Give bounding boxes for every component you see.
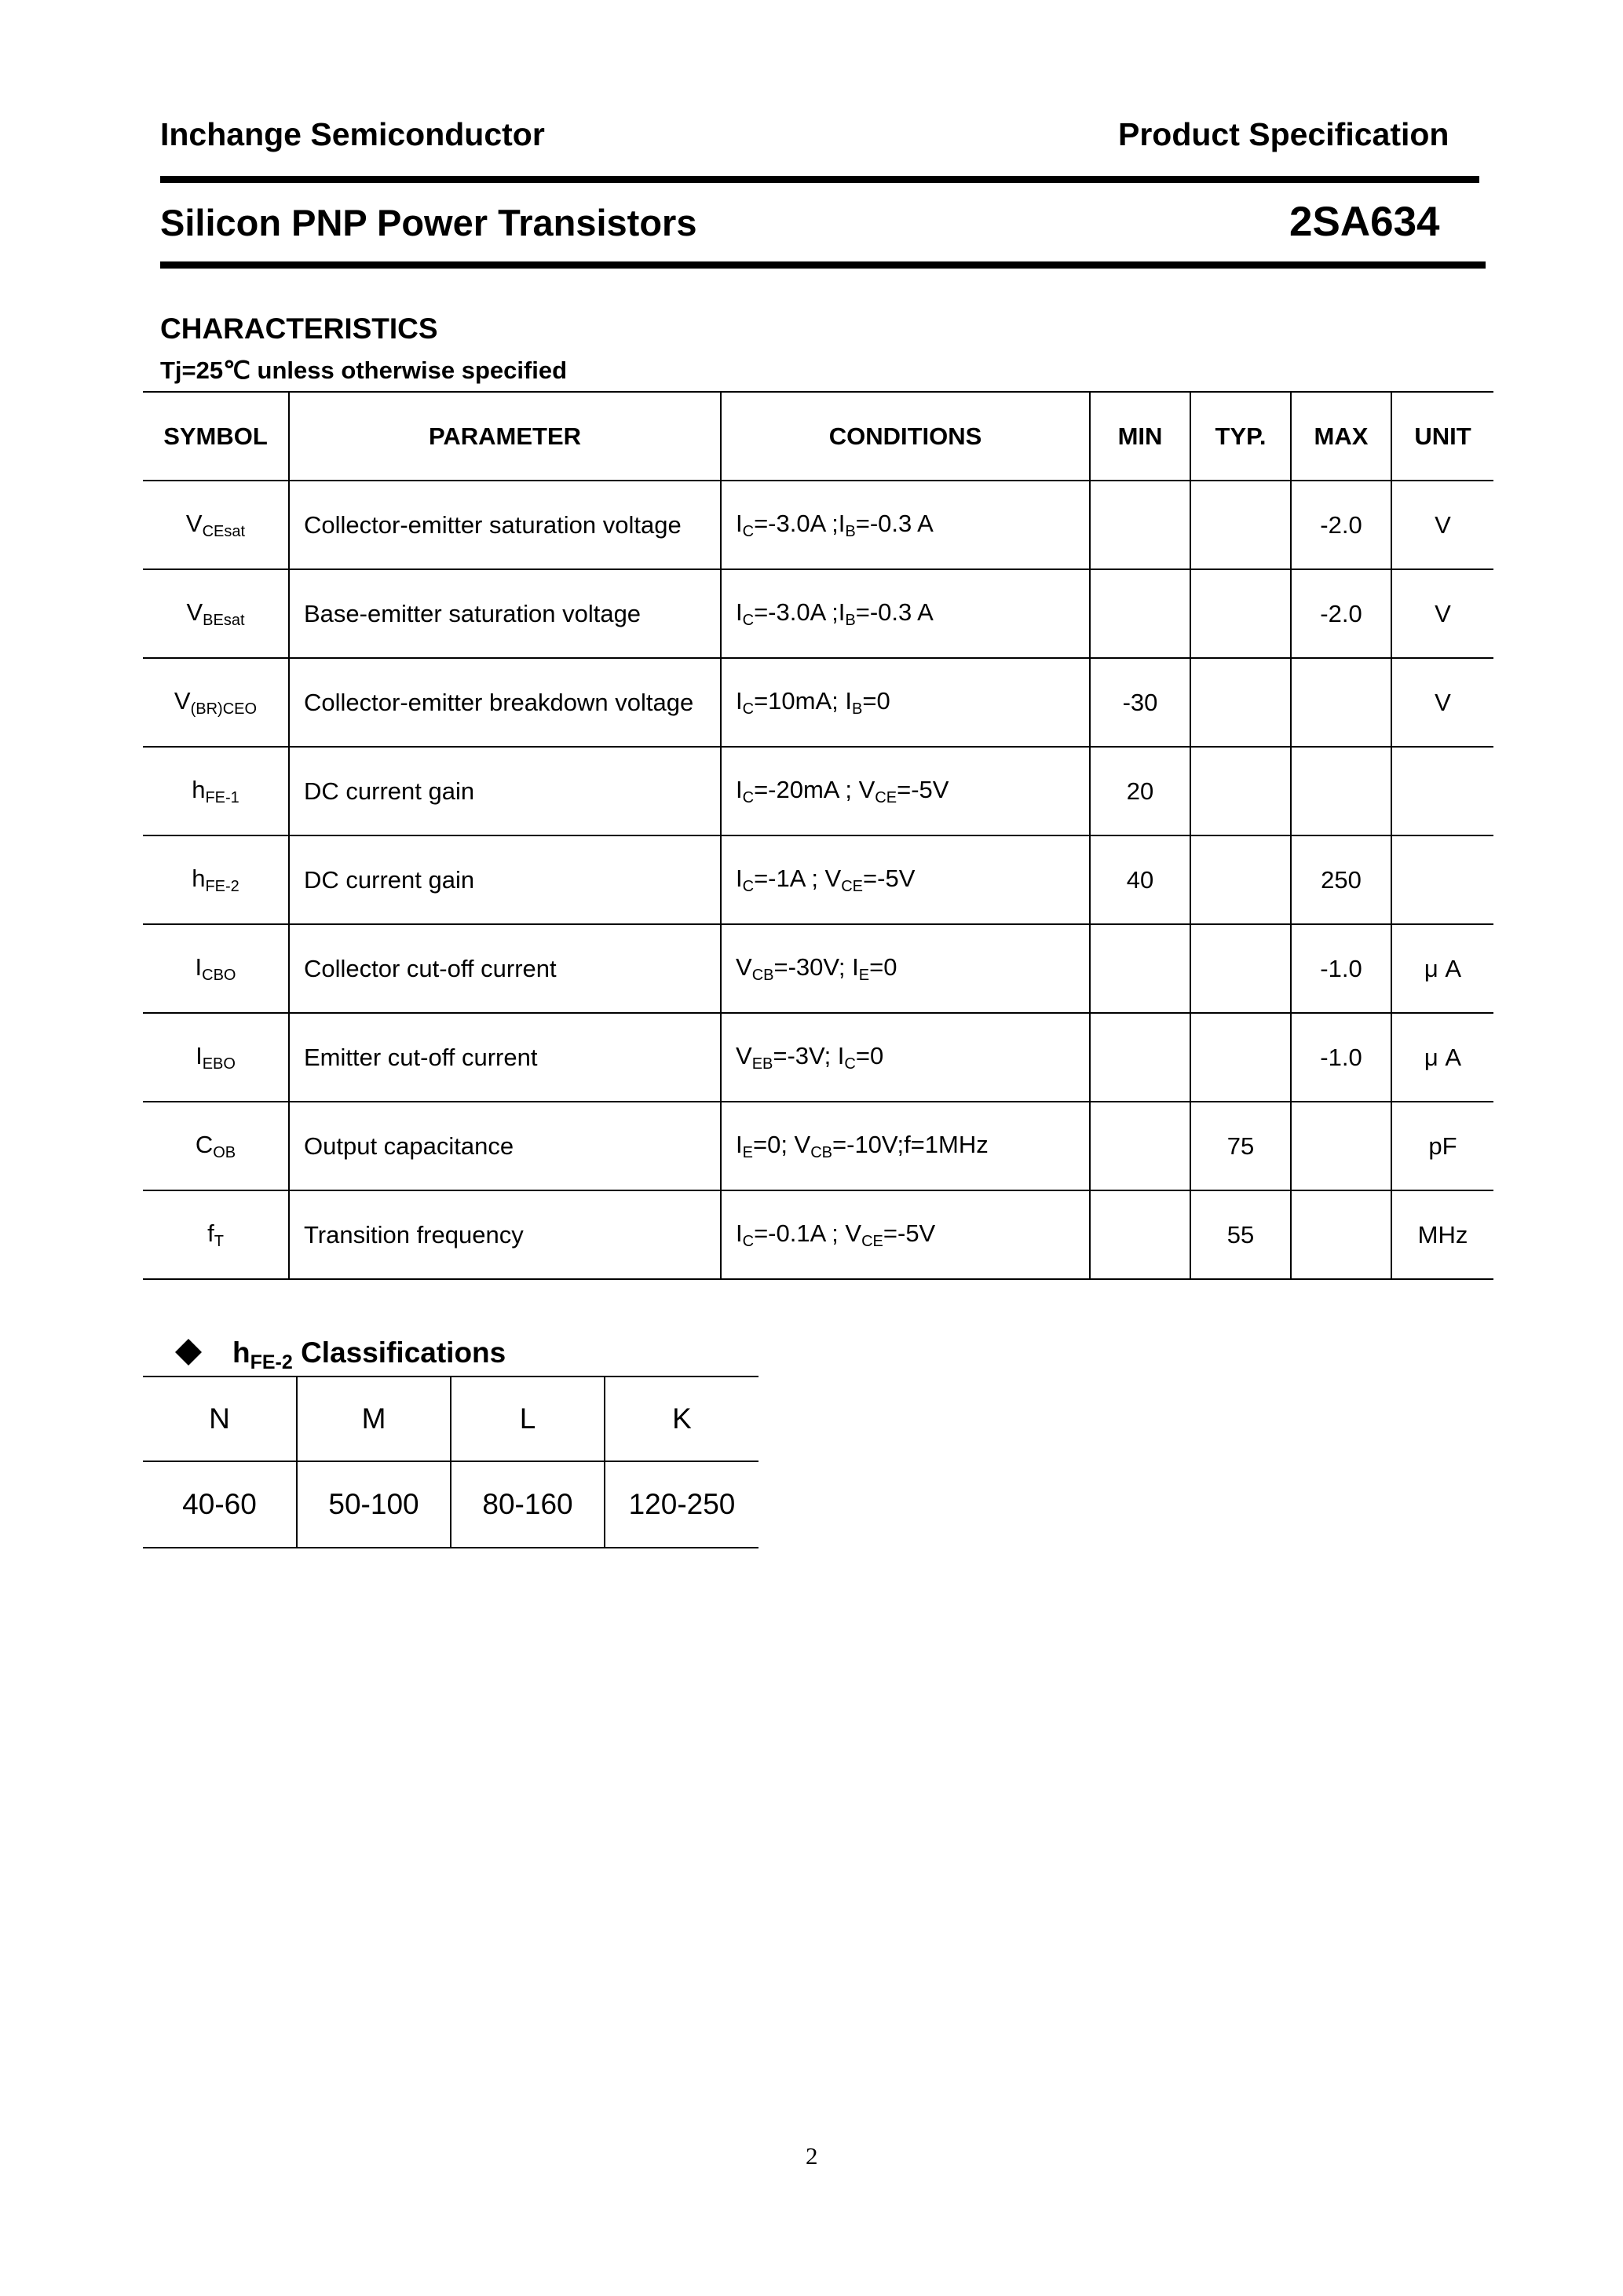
min-cell [1090, 1102, 1190, 1190]
symbol-cell [143, 658, 289, 747]
max-cell: -2.0 [1291, 481, 1391, 569]
parameter-cell: Collector-emitter breakdown voltage [289, 658, 721, 747]
condition-subscript: C [742, 700, 755, 718]
classifications-title-main: h [232, 1336, 250, 1369]
symbol-subscript: T [214, 1232, 224, 1250]
symbol-main: h [192, 864, 206, 892]
symbol-subscript: FE-2 [205, 877, 239, 895]
condition-text: =-0.1A ; V [754, 1219, 862, 1247]
typ-cell: 55 [1190, 1190, 1291, 1279]
table-row [143, 1102, 1493, 1190]
diamond-bullet-icon [175, 1339, 202, 1366]
typ-cell [1190, 747, 1291, 835]
unit-cell: V [1391, 658, 1493, 747]
condition-subscript: B [852, 700, 863, 718]
column-header: MAX [1291, 392, 1391, 481]
parameter-cell: Transition frequency [289, 1190, 721, 1279]
table-row [143, 658, 1493, 747]
typ-cell [1190, 1013, 1291, 1102]
condition-text: =10mA; I [754, 686, 853, 715]
condition-subscript: EB [751, 1055, 773, 1073]
condition-text: =-20mA ; V [754, 775, 875, 803]
rank-cell: K [605, 1377, 758, 1461]
condition-subscript: E [858, 966, 870, 984]
classifications-title-rest: Classifications [292, 1336, 506, 1369]
column-header: PARAMETER [289, 392, 721, 481]
condition-subscript: C [844, 1055, 856, 1073]
table-row [143, 569, 1493, 658]
range-cell: 80-160 [451, 1461, 605, 1548]
test-condition-note: Tj=25℃ unless otherwise specified [160, 356, 568, 384]
symbol-subscript: OB [213, 1143, 236, 1161]
symbol-main: I [196, 1041, 203, 1069]
symbol-cell [143, 1102, 289, 1190]
table-row [143, 747, 1493, 835]
condition-subscript: C [742, 522, 755, 540]
part-number: 2SA634 [1289, 199, 1440, 245]
condition-text: I [736, 1130, 743, 1158]
condition-text: =0 [855, 1041, 884, 1069]
conditions-cell [721, 658, 1090, 747]
max-cell: 250 [1291, 835, 1391, 924]
typ-cell [1190, 924, 1291, 1013]
conditions-cell [721, 481, 1090, 569]
unit-cell: MHz [1391, 1190, 1493, 1279]
classifications-title-sub: FE-2 [250, 1351, 293, 1373]
condition-text: V [736, 952, 752, 981]
condition-text: I [736, 598, 743, 626]
conditions-cell [721, 747, 1090, 835]
typ-cell [1190, 481, 1291, 569]
parameter-cell: Collector-emitter saturation voltage [289, 481, 721, 569]
typ-cell [1190, 658, 1291, 747]
min-cell [1090, 1190, 1190, 1279]
parameter-cell: Emitter cut-off current [289, 1013, 721, 1102]
table-row [143, 835, 1493, 924]
conditions-cell [721, 569, 1090, 658]
condition-subscript: CB [810, 1143, 833, 1161]
table-row [143, 1013, 1493, 1102]
condition-subscript: C [742, 1232, 755, 1250]
symbol-main: V [185, 509, 203, 537]
conditions-cell [721, 1013, 1090, 1102]
symbol-cell [143, 835, 289, 924]
condition-text: V [736, 1041, 752, 1069]
condition-subscript: CE [861, 1232, 883, 1250]
max-cell [1291, 1102, 1391, 1190]
classifications-table [143, 1376, 758, 1548]
symbol-main: C [195, 1130, 214, 1158]
condition-subscript: C [742, 788, 755, 806]
condition-text: I [736, 1219, 743, 1247]
min-cell [1090, 569, 1190, 658]
condition-subscript: B [845, 522, 856, 540]
unit-cell: pF [1391, 1102, 1493, 1190]
conditions-cell [721, 1190, 1090, 1279]
condition-subscript: C [742, 877, 755, 895]
condition-subscript: E [742, 1143, 753, 1161]
typ-cell [1190, 569, 1291, 658]
min-cell [1090, 1013, 1190, 1102]
parameter-cell: DC current gain [289, 747, 721, 835]
max-cell [1291, 747, 1391, 835]
rank-cell: L [451, 1377, 605, 1461]
symbol-subscript: CEsat [202, 522, 246, 540]
classification-row [143, 1461, 758, 1548]
condition-subscript: CB [751, 966, 774, 984]
symbol-main: V [186, 598, 203, 626]
header-rule-top [160, 176, 1479, 183]
unit-cell [1391, 835, 1493, 924]
condition-text: =0 [862, 686, 890, 715]
unit-cell: μ A [1391, 924, 1493, 1013]
company-name: Inchange Semiconductor [160, 116, 545, 152]
header-rule-bottom [160, 261, 1486, 269]
classifications-title [232, 1336, 506, 1374]
symbol-subscript: (BR)CEO [190, 700, 258, 718]
min-cell: 20 [1090, 747, 1190, 835]
condition-subscript: C [742, 611, 755, 629]
symbol-subscript: FE-1 [205, 788, 239, 806]
table-row [143, 481, 1493, 569]
column-header: TYP. [1190, 392, 1291, 481]
condition-text: =-10V;f=1MHz [832, 1130, 989, 1158]
typ-cell [1190, 835, 1291, 924]
symbol-cell [143, 481, 289, 569]
symbol-cell [143, 1190, 289, 1279]
condition-text: I [736, 775, 743, 803]
condition-text: =-5V [863, 864, 916, 892]
range-cell: 40-60 [143, 1461, 297, 1548]
condition-text: =-3.0A ;I [754, 509, 846, 537]
condition-text: I [736, 509, 743, 537]
condition-text: =0; V [752, 1130, 811, 1158]
classification-row [143, 1377, 758, 1461]
header-row [143, 392, 1493, 481]
max-cell: -2.0 [1291, 569, 1391, 658]
min-cell [1090, 924, 1190, 1013]
conditions-cell [721, 1102, 1090, 1190]
unit-cell: μ A [1391, 1013, 1493, 1102]
condition-text: =0 [869, 952, 897, 981]
symbol-subscript: CBO [202, 966, 236, 984]
section-title: CHARACTERISTICS [160, 313, 438, 345]
max-cell [1291, 1190, 1391, 1279]
table-row [143, 924, 1493, 1013]
conditions-cell [721, 835, 1090, 924]
column-header: SYMBOL [143, 392, 289, 481]
condition-subscript: CE [841, 877, 864, 895]
symbol-subscript: BEsat [203, 611, 245, 629]
unit-cell: V [1391, 481, 1493, 569]
parameter-cell: DC current gain [289, 835, 721, 924]
symbol-cell [143, 747, 289, 835]
condition-text: =-30V; I [773, 952, 859, 981]
unit-cell: V [1391, 569, 1493, 658]
symbol-cell [143, 924, 289, 1013]
rank-cell: M [297, 1377, 451, 1461]
condition-text: =-0.3 A [855, 509, 934, 537]
document-type: Product Specification [1118, 116, 1449, 152]
typ-cell: 75 [1190, 1102, 1291, 1190]
symbol-cell [143, 569, 289, 658]
column-header: MIN [1090, 392, 1190, 481]
min-cell: -30 [1090, 658, 1190, 747]
max-cell: -1.0 [1291, 924, 1391, 1013]
condition-text: I [736, 686, 743, 715]
parameter-cell: Collector cut-off current [289, 924, 721, 1013]
condition-text: =-0.3 A [855, 598, 934, 626]
condition-text: =-3.0A ;I [754, 598, 846, 626]
conditions-cell [721, 924, 1090, 1013]
parameter-cell: Base-emitter saturation voltage [289, 569, 721, 658]
parameter-cell: Output capacitance [289, 1102, 721, 1190]
table-row [143, 1190, 1493, 1279]
range-cell: 120-250 [605, 1461, 758, 1548]
max-cell [1291, 658, 1391, 747]
column-header: UNIT [1391, 392, 1493, 481]
symbol-main: I [195, 952, 203, 981]
condition-text: =-3V; I [773, 1041, 845, 1069]
condition-text: =-1A ; V [754, 864, 842, 892]
condition-text: I [736, 864, 743, 892]
symbol-subscript: EBO [202, 1055, 236, 1073]
column-header: CONDITIONS [721, 392, 1090, 481]
min-cell: 40 [1090, 835, 1190, 924]
range-cell: 50-100 [297, 1461, 451, 1548]
symbol-main: V [174, 686, 191, 715]
min-cell [1090, 481, 1190, 569]
condition-subscript: B [845, 611, 856, 629]
condition-text: =-5V [883, 1219, 936, 1247]
rank-cell: N [143, 1377, 297, 1461]
product-line: Silicon PNP Power Transistors [160, 202, 697, 243]
symbol-main: f [207, 1219, 214, 1247]
symbol-cell [143, 1013, 289, 1102]
unit-cell [1391, 747, 1493, 835]
symbol-main: h [192, 775, 206, 803]
characteristics-table [143, 391, 1493, 1280]
max-cell: -1.0 [1291, 1013, 1391, 1102]
condition-text: =-5V [897, 775, 949, 803]
page-number: 2 [806, 2142, 818, 2170]
condition-subscript: CE [875, 788, 897, 806]
